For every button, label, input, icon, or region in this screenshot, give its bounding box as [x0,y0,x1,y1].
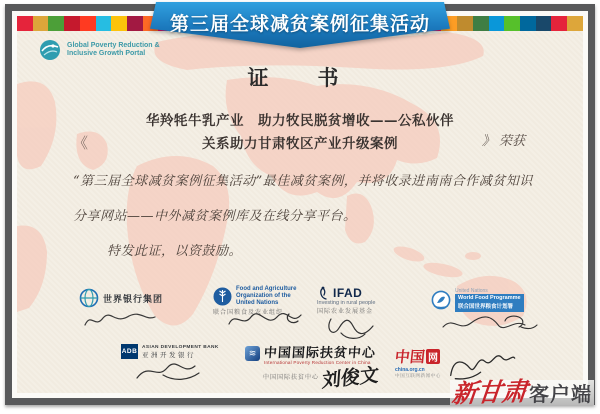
iprcc-small-label: 中国国际扶贫中心 [263,375,320,381]
sdg-stripe-segment [96,16,112,31]
sdg-stripe-segment [551,16,567,31]
portal-text-line2: Inclusive Growth Portal [67,50,146,57]
china-net-small: 中国互联网新闻中心 [395,373,441,378]
sdg-stripe-segment [64,16,80,31]
sdg-stripe-segment [33,16,49,31]
signature-world-bank [79,309,159,331]
fao-line2: Organization of the [236,293,291,299]
ifad-wordmark: IFAD [333,286,363,300]
body-line1: “第三届全球减贫案例征集活动”最佳减贫案例，并将收录进南南合作减贫知识 [73,174,533,189]
iprcc-logo [245,342,380,393]
china-net-badge: 网 [426,349,440,364]
fao-emblem-icon [213,287,232,306]
sdg-stripe-segment [567,16,583,31]
certificate-paper [17,16,583,393]
adb-name-en: ASIAN DEVELOPMENT BANK [142,344,219,350]
body-line2: 分享网站——中外减贫案例库及在线分享平台。 [73,209,357,224]
china-net-zh: 中国 [394,348,426,366]
iprcc-subtitle: International Poverty Reduction Center in China [264,360,371,365]
title-ribbon [150,2,450,48]
watermark-suffix: 客户端 [529,384,592,406]
wfp-line2: World Food Programme [455,294,524,303]
adb-square-icon: ADB [121,344,138,359]
event-title: 第三届全球减贫案例征集活动 [169,14,430,35]
sdg-stripe-segment [473,16,489,31]
fao-line3: United Nations [236,300,279,306]
globe-swirl-icon [39,39,61,61]
close-quote-awarded: 》 荣获 [481,134,525,149]
ifad-sower-icon [317,286,329,300]
photo-mat [12,11,588,398]
portal-logo [39,39,160,61]
wfp-line3: 联合国世界粮食计划署 [455,303,524,312]
signature-iprcc: 刘俊文 [321,363,380,393]
wfp-line1: United Nations [455,288,488,294]
sdg-stripe-segment [111,16,127,31]
certificate-body [73,164,549,269]
watermark-brand: 新甘肃 [450,376,529,409]
signature-adb [133,360,205,384]
sdg-stripe-segment [489,16,505,31]
wfp-logo [431,288,541,337]
ifad-logo [317,286,383,342]
ifad-tagline: Investing in rural people [317,300,376,306]
fao-line1: Food and Agriculture [236,286,297,292]
world-bank-logo [79,288,163,331]
sdg-stripe-segment [17,16,33,31]
fao-chinese-label: 联合国粮食及农业组织 [213,310,284,316]
sdg-stripe-segment [457,16,473,31]
iprcc-emblem-icon: ≋ [245,346,260,361]
open-quote: 《 [73,134,89,152]
fao-logo [213,286,311,331]
case-name-block [17,110,583,156]
china-net-url: china.org.cn [395,367,425,373]
sdg-stripe-segment [536,16,552,31]
iprcc-title: 中国国际扶贫中心 [263,346,377,361]
sdg-stripe-segment [80,16,96,31]
case-name-line1: 华羚牦牛乳产业 助力牧民脱贫增收——公私伙伴 [146,113,454,129]
case-name-line2: 关系助力甘肃牧区产业升级案例 [202,136,398,152]
ifad-chinese-label: 国际农业发展基金 [317,309,374,315]
wfp-emblem-icon [431,290,451,310]
sdg-stripe-segment [127,16,143,31]
adb-logo [121,344,219,384]
signature-ifad [321,316,383,342]
world-bank-label: 世界银行集团 [103,293,164,304]
sdg-stripe-segment [504,16,520,31]
photo-frame [5,4,595,409]
body-line3: 特发此证，以资鼓励。 [107,244,243,259]
portal-text-line1: Global Poverty Reduction & [67,42,160,49]
world-bank-globe-icon [79,288,99,308]
certificate-title: 证 书 [247,66,353,90]
sdg-stripe-segment [48,16,64,31]
news-client-watermark [450,376,594,409]
adb-name-cn: 亚洲开发银行 [142,351,196,359]
china-net-logo [395,346,441,379]
sdg-stripe-segment [520,16,536,31]
signature-wfp [441,313,541,337]
